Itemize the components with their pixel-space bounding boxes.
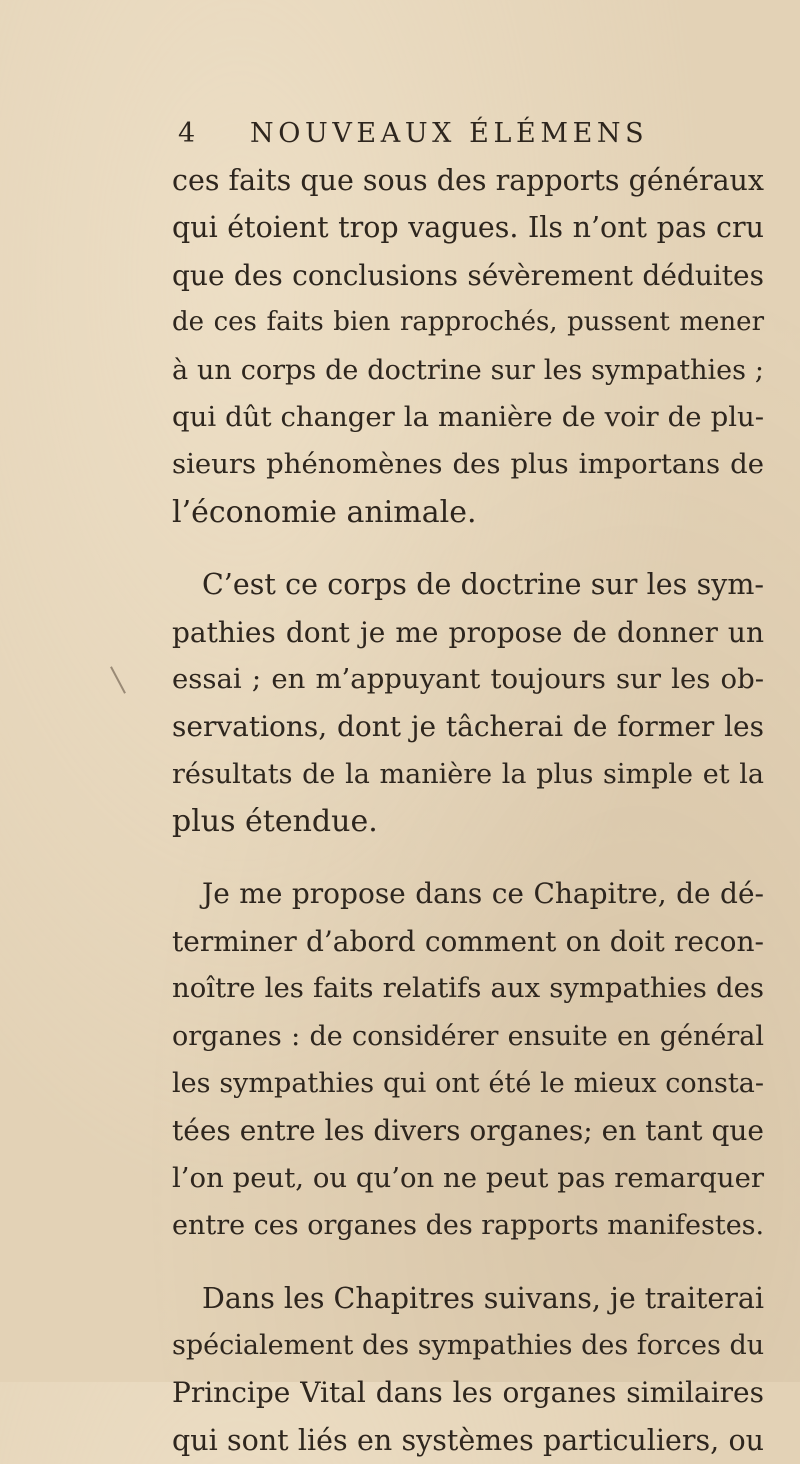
text-line: qui sont liés en systèmes particuliers, ou bbox=[172, 1423, 764, 1457]
text-line: pathies dont je me propose de donner un bbox=[172, 615, 764, 649]
paragraph-4 bbox=[172, 1275, 764, 1464]
paragraph-1 bbox=[172, 157, 764, 536]
paragraph-gap bbox=[172, 845, 764, 870]
margin-mark bbox=[110, 666, 126, 693]
paragraph-2 bbox=[172, 561, 764, 845]
text-line: entre ces organes des rapports manifestes. bbox=[172, 1210, 765, 1242]
text-line: l’on peut, ou qu’on ne peut pas remarquer bbox=[172, 1161, 764, 1194]
text-line: spécialement des sympathies des forces du bbox=[172, 1329, 765, 1361]
text-line: Principe Vital dans les organes similaires bbox=[172, 1376, 764, 1410]
text-line: les sympathies qui ont été le mieux consta- bbox=[172, 1068, 764, 1100]
text-line: C’est ce corps de doctrine sur les sym- bbox=[202, 568, 764, 602]
text-line: ces faits que sous des rapports généraux bbox=[172, 164, 764, 197]
text-line: plus étendue. bbox=[172, 804, 378, 840]
text-line: qui dût changer la manière de voir de plu- bbox=[172, 400, 764, 433]
text-line: organes : de considérer ensuite en général bbox=[172, 1020, 764, 1052]
running-head bbox=[165, 112, 765, 162]
text-line: essai ; en m’appuyant toujours sur les ob- bbox=[172, 662, 764, 695]
text-line: servations, dont je tâcherai de former les bbox=[172, 710, 764, 744]
paragraph-3 bbox=[172, 870, 764, 1249]
text-line: que des conclusions sévèrement déduites bbox=[172, 258, 764, 292]
text-line: Je me propose dans ce Chapitre, de dé- bbox=[202, 877, 764, 911]
text-line: de ces faits bien rapprochés, pussent mener bbox=[172, 307, 764, 338]
text-line: sieurs phénomènes des plus importans de bbox=[172, 448, 764, 481]
paragraph-gap bbox=[172, 536, 764, 561]
text-line: Dans les Chapitres suivans, je traiterai bbox=[202, 1281, 764, 1315]
page-number: 4 bbox=[178, 118, 197, 149]
text-line: tées entre les divers organes; en tant que bbox=[172, 1114, 764, 1148]
text-line: terminer d’abord comment on doit recon- bbox=[172, 924, 764, 958]
paragraph-gap bbox=[172, 1250, 764, 1275]
text-line: l’économie animale. bbox=[172, 494, 477, 530]
body-text bbox=[172, 157, 764, 1464]
text-line: qui étoient trop vagues. Ils n’ont pas cru bbox=[172, 211, 764, 245]
text-line: résultats de la manière la plus simple et la bbox=[172, 758, 764, 790]
text-line: noître les faits relatifs aux sympathies des bbox=[172, 972, 764, 1005]
text-line: à un corps de doctrine sur les sympathies ; bbox=[172, 354, 764, 386]
running-title: NOUVEAUX ÉLÉMENS bbox=[250, 118, 649, 149]
